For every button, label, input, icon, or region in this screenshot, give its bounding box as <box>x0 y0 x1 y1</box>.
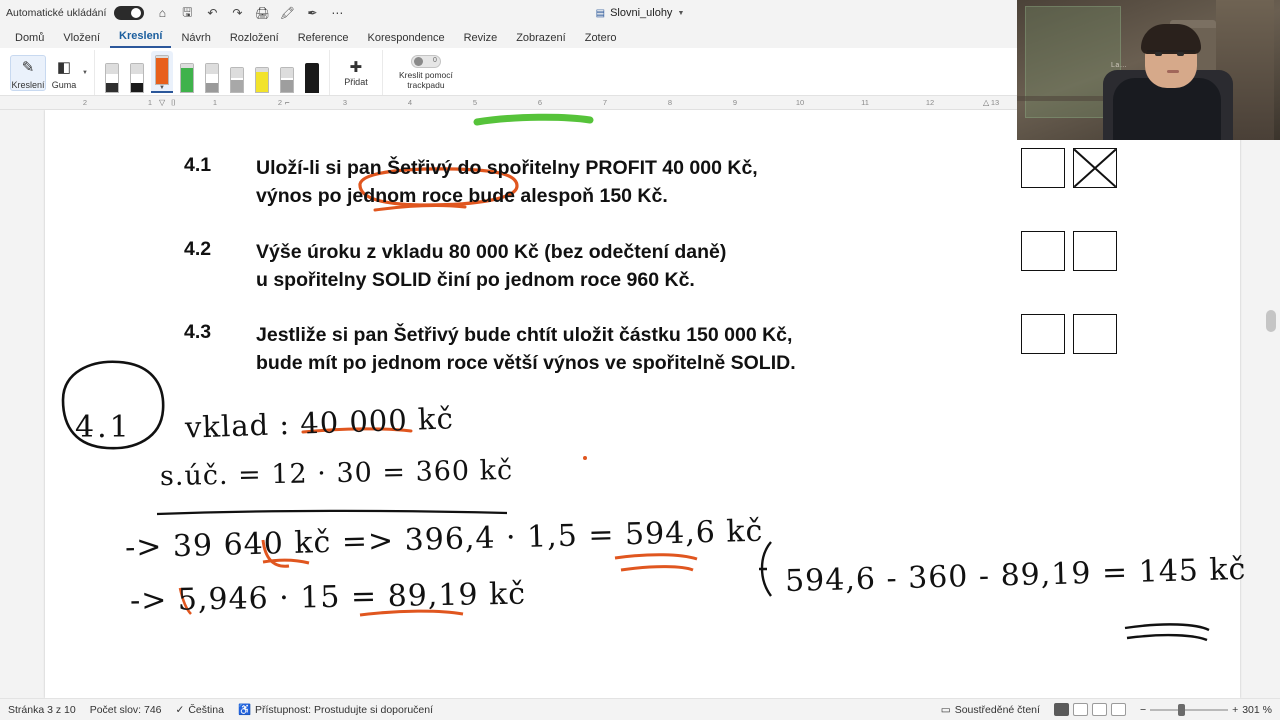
print-preview-icon[interactable]: 🖨 <box>254 6 271 20</box>
view-buttons <box>1054 703 1126 716</box>
question-number-4-3: 4.3 <box>184 321 212 343</box>
trackpad-toggle[interactable] <box>411 55 441 68</box>
tab-vlozeni[interactable]: Vložení <box>63 32 101 44</box>
trackpad-toggle-state: 0 <box>433 57 437 65</box>
tab-stop-marker[interactable]: ⌐ <box>285 98 290 107</box>
pencil-grey[interactable] <box>201 51 223 93</box>
left-indent-marker[interactable]: ⌷ <box>171 98 176 107</box>
ribbon-group-pens <box>94 50 329 95</box>
zoom-slider-knob[interactable] <box>1178 704 1185 716</box>
pen-tool-icon: ✎ <box>21 58 35 76</box>
question-line: Výše úroku z vkladu 80 000 Kč (bez odečtení daně) <box>256 241 727 263</box>
handwriting-label-4-1: 4.1 <box>75 410 132 445</box>
ribbon-group-tools <box>4 50 94 95</box>
status-language-label: Čeština <box>188 703 224 716</box>
question-line: bude mít po jednom roce větší výnos ve spořitelně SOLID. <box>256 352 796 374</box>
ruler-number: 2 <box>277 98 283 107</box>
tab-zotero[interactable]: Zotero <box>584 32 617 44</box>
outline-view-icon[interactable] <box>1111 703 1126 716</box>
handwriting-vklad: vklad : 40 000 kč <box>184 401 455 445</box>
highlighter-icon[interactable]: 🖍 <box>279 6 296 20</box>
quick-access-icons <box>154 5 345 21</box>
handwriting-interest: s.úč. = 12 · 30 = 360 kč <box>159 454 514 493</box>
question-line: u spořitelny SOLID činí po jednom roce 960 Kč. <box>256 269 695 291</box>
zoom-slider-track <box>1150 709 1228 711</box>
status-word-count[interactable]: Počet slov: 746 <box>89 703 162 716</box>
checkbox-4-2-true[interactable] <box>1021 231 1065 271</box>
scrollbar-thumb[interactable] <box>1266 310 1276 332</box>
eraser-tool-label: Guma <box>51 79 77 90</box>
document-workspace[interactable] <box>0 110 1280 698</box>
status-page[interactable]: Stránka 3 z 10 <box>8 703 76 716</box>
handwriting-calc-3: 594,6 - 360 - 89,19 = 145 kč <box>784 551 1247 600</box>
print-layout-icon[interactable] <box>1073 703 1088 716</box>
ruler-number: 7 <box>602 98 608 107</box>
ribbon-group-add-pen <box>329 50 382 95</box>
checkbox-4-3-false[interactable] <box>1073 314 1117 354</box>
ruler-number: 1 <box>212 98 218 107</box>
checkbox-4-1-false[interactable] <box>1073 148 1117 188</box>
tab-korespondence[interactable]: Korespondence <box>367 32 445 44</box>
status-accessibility[interactable] <box>238 703 433 716</box>
tab-rozlozeni[interactable]: Rozložení <box>229 32 279 44</box>
zoom-controls <box>1140 704 1272 716</box>
undo-icon[interactable]: ↶ <box>207 6 218 20</box>
marker-black[interactable] <box>301 51 323 93</box>
glasses-icon <box>1147 50 1195 60</box>
chevron-down-icon[interactable]: ▼ <box>158 85 165 91</box>
webcam-overlay[interactable] <box>1017 0 1280 140</box>
tab-kresleni[interactable]: Kreslení <box>110 27 171 48</box>
add-pen-label: Přidat <box>344 77 368 87</box>
status-focus-label: Soustředěné čtení <box>954 703 1040 716</box>
checkbox-4-1-true[interactable] <box>1021 148 1065 188</box>
ruler-number: 12 <box>925 98 935 107</box>
ruler-number: 4 <box>407 98 413 107</box>
ruler-number: 10 <box>795 98 805 107</box>
tab-domu[interactable]: Domů <box>15 32 45 44</box>
vertical-scrollbar[interactable] <box>1266 110 1276 698</box>
accessibility-icon: ♿ <box>237 704 252 716</box>
chevron-down-icon[interactable]: ▼ <box>82 69 88 76</box>
tab-reference[interactable]: Reference <box>297 32 349 44</box>
more-commands-icon[interactable]: ⋯ <box>331 6 344 20</box>
eraser-tool-button[interactable] <box>46 56 82 90</box>
zoom-level-label[interactable]: 301 % <box>1242 703 1272 716</box>
tab-revize[interactable]: Revize <box>463 32 498 44</box>
ruler-number: 8 <box>667 98 673 107</box>
pen-orange[interactable] <box>151 51 173 93</box>
document-page[interactable] <box>45 110 1247 698</box>
question-text-4-1 <box>256 154 956 210</box>
right-indent-marker[interactable]: △ <box>983 98 990 107</box>
save-icon[interactable]: 🖫 <box>182 4 193 19</box>
spellcheck-icon: ✓ <box>175 703 185 716</box>
webcam-person-eye-left <box>1155 52 1162 56</box>
focus-icon: ▭ <box>940 703 951 716</box>
handwriting-calc-2: -> 5,946 · 15 = 89,19 kč <box>129 576 527 619</box>
highlighter-yellow[interactable] <box>251 51 273 93</box>
ruler-number: 6 <box>537 98 543 107</box>
status-accessibility-label: Přístupnost: Prostudujte si doporučení <box>255 703 434 716</box>
webcam-person-mouth <box>1167 70 1179 73</box>
autosave-toggle[interactable] <box>114 6 144 20</box>
zoom-out-button[interactable]: − <box>1139 703 1147 716</box>
pen-black[interactable] <box>101 51 123 93</box>
eraser-icon: ◧ <box>56 58 72 76</box>
status-focus-mode[interactable] <box>941 704 1040 716</box>
read-mode-icon[interactable] <box>1054 703 1069 716</box>
question-number-4-1: 4.1 <box>184 154 212 176</box>
ruler-number: 2 <box>82 98 88 107</box>
tab-navrh[interactable]: Návrh <box>181 32 211 44</box>
question-number-4-2: 4.2 <box>184 238 212 260</box>
tab-zobrazeni[interactable]: Zobrazení <box>516 32 566 44</box>
brush-icon[interactable]: ✒ <box>307 6 318 20</box>
home-icon[interactable]: ⌂ <box>158 6 167 20</box>
webcam-wall-label: La… <box>1111 62 1128 69</box>
question-text-4-3 <box>256 321 1016 377</box>
document-title: Slovni_ulohy <box>610 7 673 19</box>
question-text-4-2 <box>256 238 956 294</box>
left-gutter <box>0 110 45 698</box>
draw-with-trackpad-control[interactable] <box>389 55 463 90</box>
draw-tool-label: Kreslení <box>11 79 45 90</box>
draw-tool-button[interactable] <box>10 55 46 91</box>
ruler-number: 5 <box>472 98 478 107</box>
zoom-slider[interactable] <box>1150 704 1228 716</box>
checkbox-4-3-true[interactable] <box>1021 314 1065 354</box>
ruler-number: 13 <box>990 98 1000 107</box>
web-layout-icon[interactable] <box>1092 703 1107 716</box>
ruler-number: 9 <box>732 98 738 107</box>
pen-black-thin[interactable] <box>126 51 148 93</box>
question-line: výnos po jednom roce bude alespoň 150 Kč. <box>256 185 668 207</box>
zoom-in-button[interactable]: + <box>1232 703 1239 716</box>
highlighter-grey[interactable] <box>226 51 248 93</box>
pen-gallery <box>101 50 323 95</box>
first-line-indent-marker[interactable]: ▽ <box>159 98 166 107</box>
add-pen-button[interactable] <box>336 58 376 87</box>
checkbox-4-2-false[interactable] <box>1073 231 1117 271</box>
ruler-number: 3 <box>342 98 348 107</box>
handwriting-calc-1: -> 39 640 kč => 396,4 · 1,5 = 594,6 kč <box>124 513 764 566</box>
pen-green[interactable] <box>176 51 198 93</box>
webcam-person-eye-right <box>1177 52 1184 56</box>
question-line: Jestliže si pan Šetřivý bude chtít uložit částku 150 000 Kč, <box>256 324 793 346</box>
trackpad-label: Kreslit pomocí trackpadu <box>399 70 453 90</box>
highlighter-silver[interactable] <box>276 51 298 93</box>
ruler-number: 1 <box>147 98 153 107</box>
redo-icon[interactable]: ↷ <box>232 6 243 20</box>
autosave-label: Automatické ukládání <box>6 7 107 19</box>
ruler-number: 11 <box>861 98 869 107</box>
chevron-down-icon[interactable]: ▼ <box>677 9 685 17</box>
status-bar <box>0 698 1280 720</box>
status-language[interactable] <box>176 704 224 716</box>
plus-icon: ✚ <box>349 59 363 76</box>
ribbon-group-trackpad <box>382 50 469 95</box>
question-line: Uloží-li si pan Šetřivý do spořitelny PROFIT 40 000 Kč, <box>256 157 758 179</box>
word-document-icon: ▤ <box>595 7 606 19</box>
